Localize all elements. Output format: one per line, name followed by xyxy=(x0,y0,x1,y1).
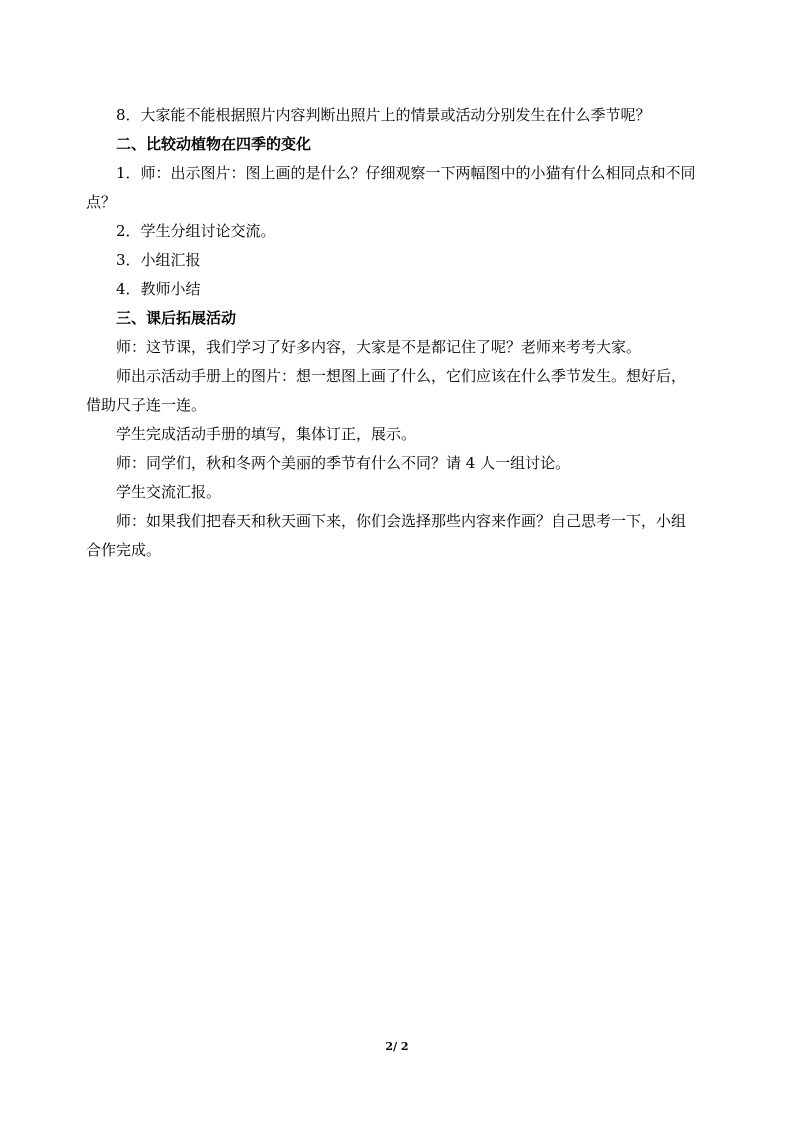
page-number: 2/ 2 xyxy=(385,1040,409,1053)
paragraph-step-3: 3．小组汇报 xyxy=(116,251,201,269)
section-heading-3: 三、课后拓展活动 xyxy=(116,309,237,327)
paragraph-student-report: 学生交流汇报。 xyxy=(116,483,222,501)
paragraph-step-1-continued: 点？ xyxy=(86,193,117,211)
paragraph-step-2: 2．学生分组讨论交流。 xyxy=(116,222,276,240)
paragraph-drawing-task-continued: 合作完成。 xyxy=(86,541,162,559)
paragraph-student-complete: 学生完成活动手册的填写，集体订正，展示。 xyxy=(116,425,417,443)
paragraph-drawing-task: 师：如果我们把春天和秋天画下来，你们会选择那些内容来作画？自己思考一下，小组 xyxy=(116,512,687,530)
paragraph-autumn-winter: 师：同学们，秋和冬两个美丽的季节有什么不同？请 4 人一组讨论。 xyxy=(116,454,571,472)
paragraph-step-4: 4．教师小结 xyxy=(116,280,201,298)
document-body xyxy=(86,101,726,565)
paragraph-question-8: 8．大家能不能根据照片内容判断出照片上的情景或活动分别发生在什么季节呢？ xyxy=(116,106,651,124)
paragraph-teacher-review: 师：这节课，我们学习了好多内容，大家是不是都记住了呢？老师来考考大家。 xyxy=(116,338,642,356)
paragraph-step-1: 1．师：出示图片：图上画的是什么？仔细观察一下两幅图中的小猫有什么相同点和不同 xyxy=(116,164,696,182)
section-heading-2: 二、比较动植物在四季的变化 xyxy=(116,135,312,153)
paragraph-handbook-activity-continued: 借助尺子连一连。 xyxy=(86,396,207,414)
paragraph-handbook-activity: 师出示活动手册上的图片：想一想图上画了什么，它们应该在什么季节发生。想好后， xyxy=(116,367,687,385)
